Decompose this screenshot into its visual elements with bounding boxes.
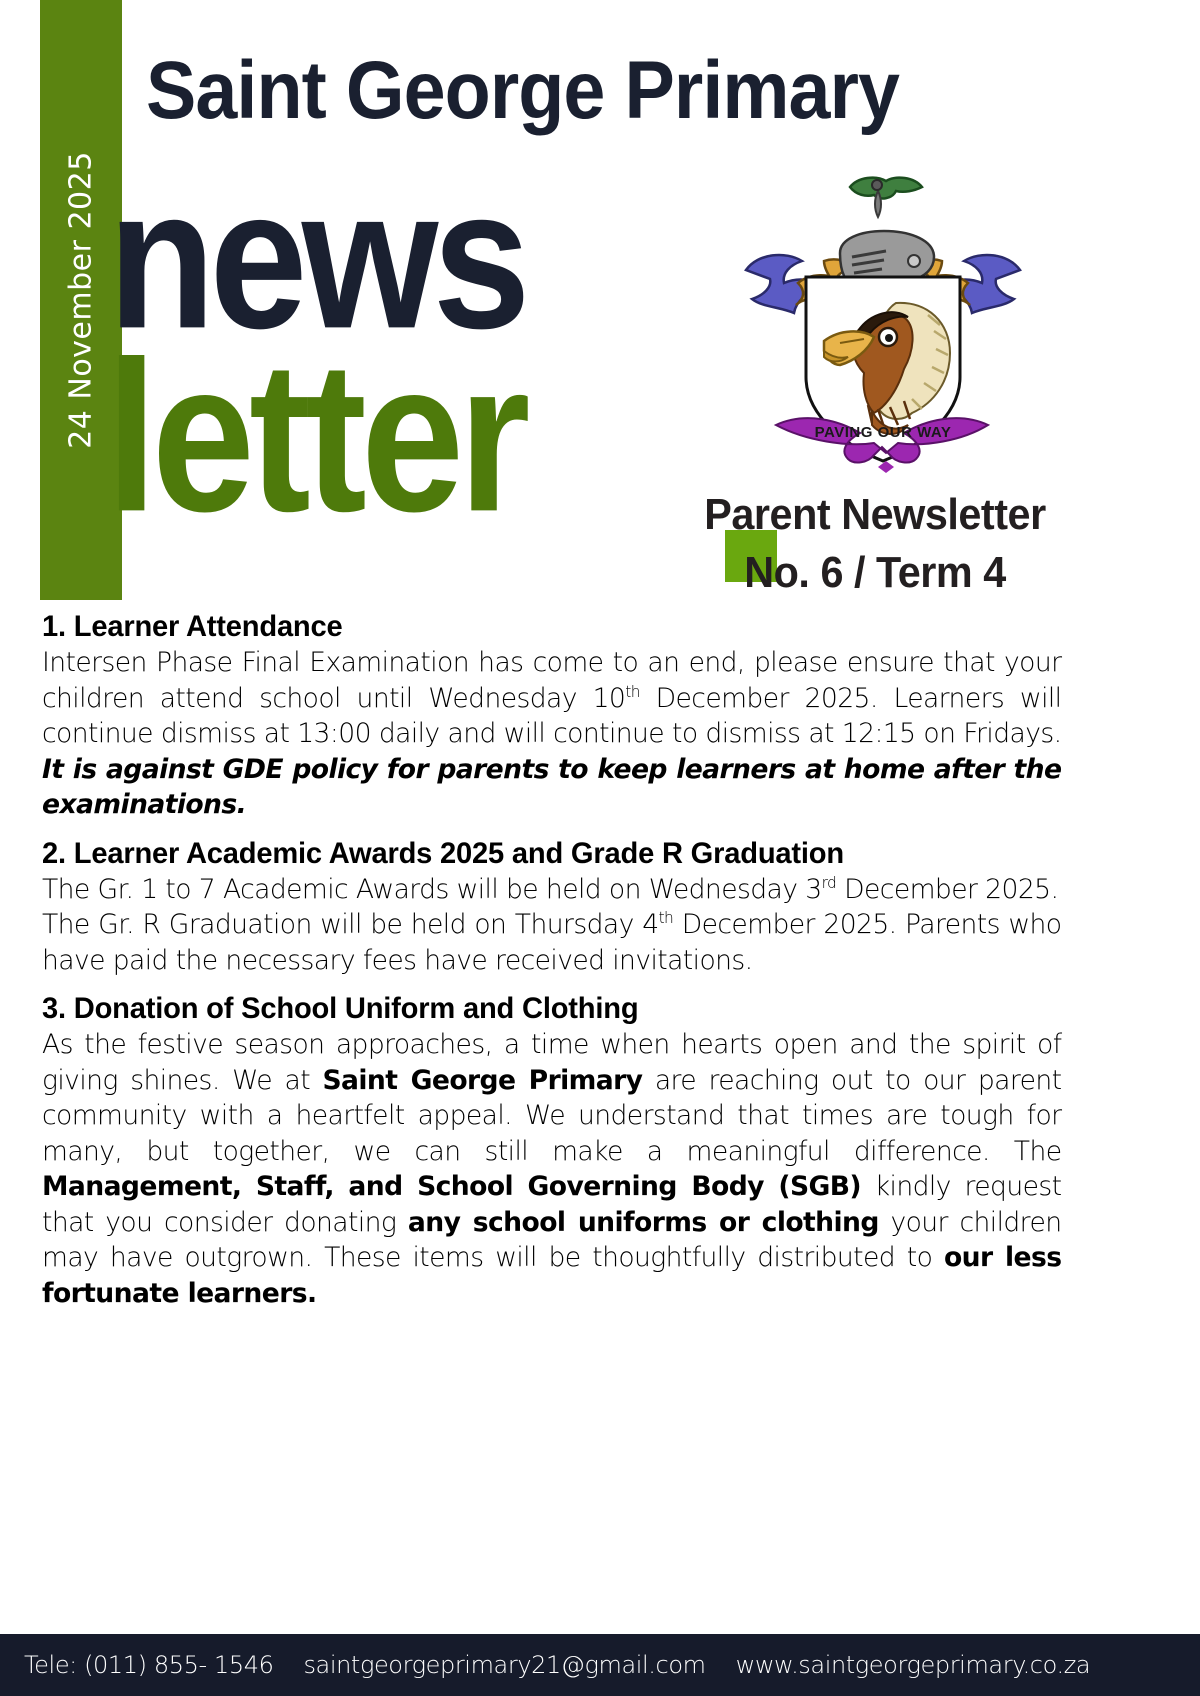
school-name-title: Saint George Primary: [146, 45, 900, 136]
footer-website[interactable]: www.saintgeorgeprimary.co.za: [735, 1651, 1091, 1679]
masthead-word-news: news: [108, 148, 525, 371]
section-2-body-a: The Gr. 1 to 7 Academic Awards will be held on Wednesday 3rd December 2025.: [42, 872, 1059, 905]
section-2-heading: 2. Learner Academic Awards 2025 and Grade R Graduation: [42, 836, 844, 870]
section-1-body: Intersen Phase Final Examination has come to an end, please ensure that your children attend school until Wednesday 10th December 2025. Learners will continue dismiss at 13:00 daily and will continue to dismiss at 12:15 on Fridays. It is against GDE policy for parents to keep learners at home after the examinations.: [42, 647, 1062, 820]
section-3-heading: 3. Donation of School Uniform and Clothing: [42, 992, 639, 1025]
parent-newsletter-label: Parent Newsletter: [704, 490, 1046, 539]
school-crest-icon: [728, 165, 1038, 475]
section-2-body-b: The Gr. R Graduation will be held on Thursday 4th December 2025. Parents who have paid the necessary fees have received invitations.: [42, 908, 1062, 976]
section-1-heading: 1. Learner Attendance: [42, 610, 343, 643]
footer-telephone: Tele: (011) 855- 1546: [24, 1651, 274, 1679]
newsletter-body: [42, 608, 1077, 1311]
svg-text:PAVING OUR WAY: PAVING OUR WAY: [814, 424, 952, 441]
masthead-word-letter: letter: [106, 316, 525, 557]
footer-email[interactable]: saintgeorgeprimary21@gmail.com: [303, 1651, 706, 1679]
contact-footer: [0, 1634, 1200, 1696]
issue-date: 24 November 2025: [63, 151, 99, 449]
issue-number-label: No. 6 / Term 4: [744, 548, 1006, 597]
section-3-body: As the festive season approaches, a time when hearts open and the spirit of giving shines. We at Saint George Primary are reaching out to our parent community with a heartfelt appeal. We understand that times are tough for many, but together, we can still make a meaningful difference. The Management, Staff, and School Governing Body (SGB) kindly request that you consider donating any school uniforms or clothing your children may have outgrown. These items will be thoughtfully distributed to our less fortunate learners.: [42, 1029, 1062, 1309]
